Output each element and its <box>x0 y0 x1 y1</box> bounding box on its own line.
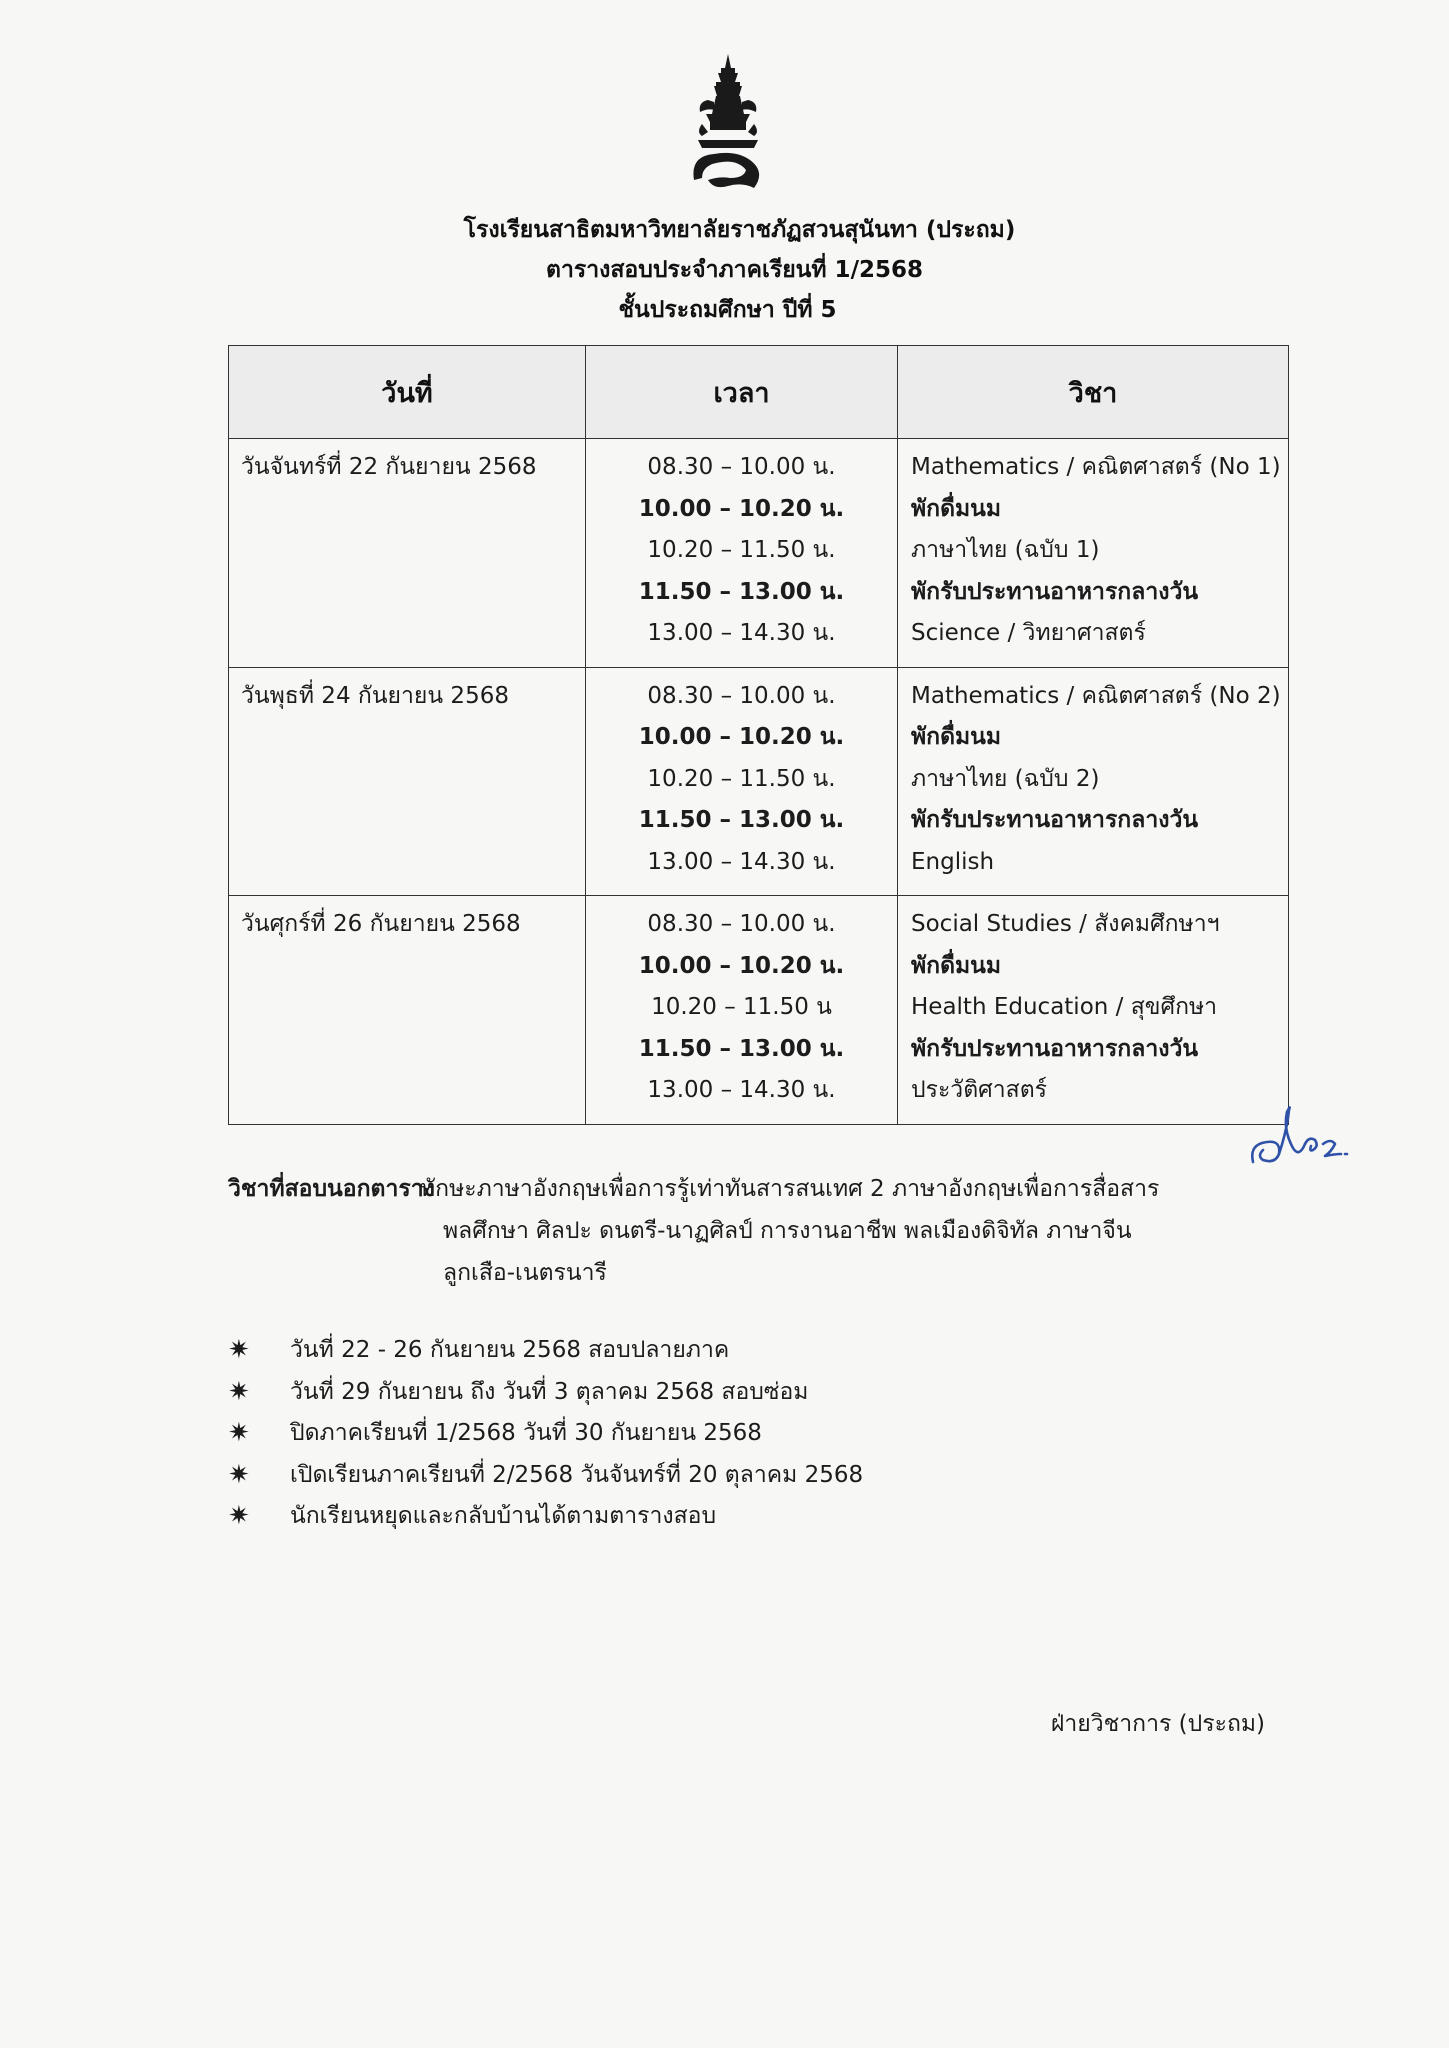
time-cell <box>586 667 898 896</box>
note-text: ปิดภาคเรียนที่ 1/2568 วันที่ 30 กันยายน 2568 <box>290 1420 762 1446</box>
time-slot: 08.30 – 10.00 น. <box>647 682 836 709</box>
list-item <box>228 1455 1128 1497</box>
document-title-block <box>0 210 1449 330</box>
outside-subject-line: พลศึกษา ศิลปะ ดนตรี-นาฏศิลป์ การงานอาชีพ พลเมืองดิจิทัล ภาษาจีน <box>443 1218 1132 1244</box>
table-header-row <box>229 346 1289 439</box>
outside-subject-line: ลูกเสือ-เนตรนารี <box>443 1260 607 1286</box>
asterisk-star-icon: ✷ <box>228 1459 250 1490</box>
subject-slot: พักรับประทานอาหารกลางวัน <box>911 1035 1199 1062</box>
header-time: เวลา <box>586 346 898 439</box>
date-cell: วันพุธที่ 24 กันยายน 2568 <box>229 667 586 896</box>
time-slot: 10.20 – 11.50 น. <box>647 765 836 792</box>
subject-slot: Health Education / สุขศึกษา <box>911 994 1218 1020</box>
asterisk-star-icon: ✷ <box>228 1501 250 1531</box>
asterisk-star-icon: ✷ <box>228 1335 250 1365</box>
list-item <box>228 1372 1128 1414</box>
subject-slot: ภาษาไทย (ฉบับ 1) <box>911 537 1100 563</box>
time-slot: 10.00 – 10.20 น. <box>638 495 845 522</box>
time-cell <box>586 439 898 668</box>
subject-slot: พักรับประทานอาหารกลางวัน <box>911 807 1199 833</box>
list-item <box>228 1496 1128 1538</box>
subject-cell <box>898 896 1289 1125</box>
time-slot: 11.50 – 13.00 น. <box>638 1035 845 1062</box>
subject-slot: English <box>911 848 995 875</box>
subject-slot: พักดื่มนม <box>911 952 1002 979</box>
time-slot: 10.00 – 10.20 น. <box>638 724 845 750</box>
list-item <box>228 1330 1128 1372</box>
subject-slot: ภาษาไทย (ฉบับ 2) <box>911 765 1100 792</box>
outside-schedule-label: วิชาที่สอบนอกตาราง <box>228 1176 435 1202</box>
header-date: วันที่ <box>229 346 586 439</box>
subject-slot: Mathematics / คณิตศาสตร์ (No 1) <box>911 454 1281 480</box>
exam-schedule-table <box>228 345 1289 1125</box>
subject-slot: ประวัติศาสตร์ <box>911 1077 1048 1103</box>
note-text: นักเรียนหยุดและกลับบ้านได้ตามตารางสอบ <box>290 1503 717 1529</box>
subject-cell <box>898 667 1289 896</box>
outside-subject-list <box>420 1168 1243 1294</box>
time-slot: 08.30 – 10.00 น. <box>647 454 836 480</box>
school-name: โรงเรียนสาธิตมหาวิทยาลัยราชภัฏสวนสุนันทา (ประถม) <box>463 217 1016 243</box>
time-slot: 13.00 – 14.30 น. <box>647 1077 836 1103</box>
date-cell: วันศุกร์ที่ 26 กันยายน 2568 <box>229 896 586 1125</box>
table-row <box>229 667 1289 896</box>
subject-cell <box>898 439 1289 668</box>
time-slot: 11.50 – 13.00 น. <box>638 807 845 833</box>
grade-level: ชั้นประถมศึกษา ปีที่ 5 <box>618 297 837 323</box>
time-cell <box>586 896 898 1125</box>
department-footer: ฝ่ายวิชาการ (ประถม) <box>1050 1711 1265 1737</box>
subject-slot: พักดื่มนม <box>911 724 1002 750</box>
time-slot: 10.00 – 10.20 น. <box>638 952 845 979</box>
subject-slot: พักดื่มนม <box>911 495 1002 522</box>
note-text: เปิดเรียนภาคเรียนที่ 2/2568 วันจันทร์ที่ 20 ตุลาคม 2568 <box>290 1461 864 1488</box>
time-slot: 11.50 – 13.00 น. <box>638 578 845 605</box>
asterisk-star-icon: ✷ <box>228 1418 250 1448</box>
note-text: วันที่ 22 - 26 กันยายน 2568 สอบปลายภาค <box>290 1337 730 1363</box>
subject-slot: Science / วิทยาศาสตร์ <box>911 620 1146 646</box>
time-slot: 10.20 – 11.50 น <box>651 994 832 1020</box>
subject-slot: Mathematics / คณิตศาสตร์ (No 2) <box>911 682 1281 709</box>
handwritten-signature <box>1245 1100 1385 1170</box>
time-slot: 10.20 – 11.50 น. <box>647 537 836 563</box>
list-item <box>228 1413 1128 1455</box>
subject-slot: พักรับประทานอาหารกลางวัน <box>911 578 1199 605</box>
time-slot: 13.00 – 14.30 น. <box>647 848 836 875</box>
time-slot: 13.00 – 14.30 น. <box>647 620 836 646</box>
notes-list <box>228 1330 1128 1538</box>
header-subject: วิชา <box>898 346 1289 439</box>
subject-slot: Social Studies / สังคมศึกษาฯ <box>911 911 1220 937</box>
table-row <box>229 439 1289 668</box>
asterisk-star-icon: ✷ <box>228 1376 250 1407</box>
note-text: วันที่ 29 กันยายน ถึง วันที่ 3 ตุลาคม 2568 สอบซ่อม <box>290 1378 809 1405</box>
time-slot: 08.30 – 10.00 น. <box>647 911 836 937</box>
school-crest-logo <box>688 52 768 192</box>
outside-subject-line: ทักษะภาษาอังกฤษเพื่อการรู้เท่าทันสารสนเทศ 2 ภาษาอังกฤษเพื่อการสื่อสาร <box>420 1176 1160 1202</box>
exam-title: ตารางสอบประจำภาคเรียนที่ 1/2568 <box>546 257 923 283</box>
table-row <box>229 896 1289 1125</box>
date-cell: วันจันทร์ที่ 22 กันยายน 2568 <box>229 439 586 668</box>
